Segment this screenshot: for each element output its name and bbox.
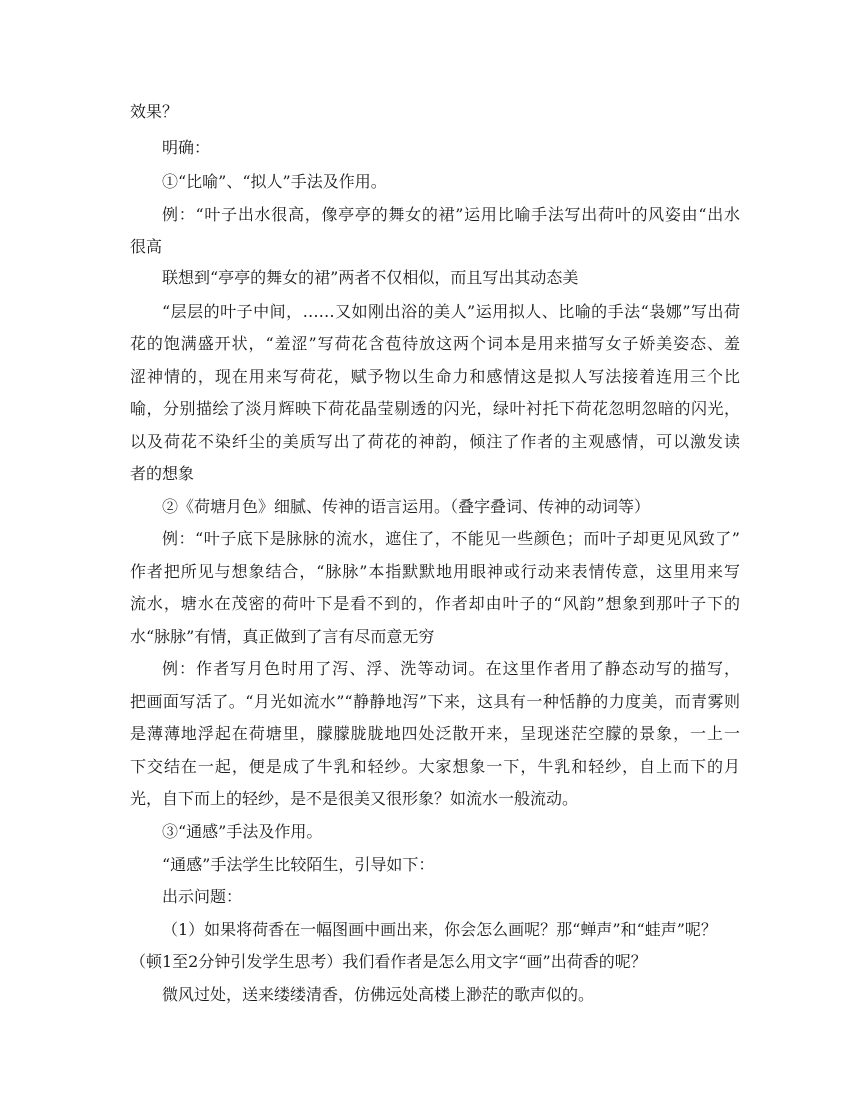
text-line: 花的饱满盛开状，“羞涩”写荷花含苞待放这两个词本是用来描写女子娇美姿态、羞 [130, 334, 740, 353]
text-line: ②《荷塘月色》细腻、传神的语言运用。（叠字叠词、传神的动词等） [162, 497, 651, 516]
text-line: 作者把所见与想象结合，“脉脉”本指默默地用眼神或行动来表情传意，这里用来写 [130, 562, 740, 581]
text-line: （顿1至2分钟引发学生思考）我们看作者是怎么用文字“画”出荷香的呢？ [130, 952, 647, 971]
text-line: ③“通感”手法及作用。 [162, 822, 323, 841]
text-line: 是薄薄地浮起在荷塘里，朦朦胧胧地四处泛散开来，呈现迷茫空朦的景象，一上一 [130, 724, 740, 743]
text-line: ①“比喻”、“拟人”手法及作用。 [162, 172, 387, 191]
text-line: 下交结在一起，便是成了牛乳和轻纱。大家想象一下，牛乳和轻纱，自上而下的月 [130, 757, 740, 776]
text-line: 例：“叶子出水很高，像亭亭的舞女的裙”运用比喻手法写出荷叶的风姿由“出水 [162, 205, 740, 224]
text-line: 光，自下而上的轻纱，是不是很美又很形象？如流水一般流动。 [130, 789, 579, 808]
text-line: 例：“叶子底下是脉脉的流水，遮住了，不能见一些颜色；而叶子却更见风致了” [162, 529, 740, 548]
text-line: （1）如果将荷香在一幅图画中画出来，你会怎么画呢？那“蝉声”和“蛙声”呢？ [162, 920, 717, 939]
text-line: 涩神情的，现在用来写荷花，赋予物以生命力和感情这是拟人写法接着连用三个比 [130, 367, 740, 386]
text-line: 以及荷花不染纤尘的美质写出了荷花的神韵，倾注了作者的主观感情，可以激发读 [130, 432, 740, 451]
text-line: 者的想象 [130, 464, 195, 483]
text-line: 明确： [162, 138, 211, 157]
text-line: 联想到“亭亭的舞女的裙”两者不仅相似，而且写出其动态美 [162, 268, 579, 287]
text-line: “层层的叶子中间，……又如刚出浴的美人”运用拟人、比喻的手法“袅娜”写出荷 [162, 302, 740, 321]
text-line: 把画面写活了。“月光如流水”“静静地泻”下来，这具有一种恬静的力度美，而青雾则 [130, 692, 740, 711]
text-line: 效果？ [130, 102, 179, 121]
text-line: 喻，分别描绘了淡月辉映下荷花晶莹剔透的闪光，绿叶衬托下荷花忽明忽暗的闪光， [130, 399, 740, 418]
text-line: 出示问题： [162, 887, 243, 906]
text-line: 例：作者写月色时用了泻、浮、洗等动词。在这里作者用了静态动写的描写， [162, 659, 740, 678]
text-line: 水“脉脉”有情，真正做到了言有尽而意无穷 [130, 627, 435, 646]
text-line: 很高 [130, 237, 163, 256]
text-line: 流水，塘水在茂密的荷叶下是看不到的，作者却由叶子的“风韵”想象到那叶子下的 [130, 594, 740, 613]
text-line: “通感”手法学生比较陌生，引导如下： [162, 855, 435, 874]
text-line: 微风过处，送来缕缕清香，仿佛远处高楼上渺茫的歌声似的。 [162, 985, 595, 1004]
